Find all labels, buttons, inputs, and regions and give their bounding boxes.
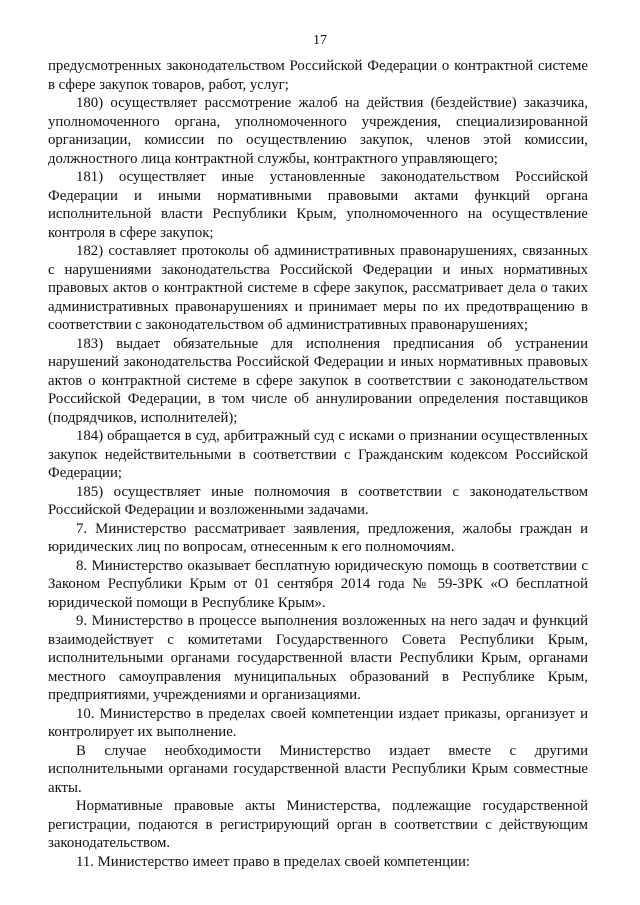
paragraph-item-183: 183) выдает обязательные для исполнения предписания об устранении нарушений законодательства Российской Федерации и иных нормативных правовых актов о контрактной системе в сфере закупок в соответствии с законодательством Российской Федерации, в том числе об аннулировании определения поставщиков (подрядчиков, исполнителей); [48,335,588,426]
paragraph-item-182: 182) составляет протоколы об административных правонарушениях, связанных с нарушениями законодательства Российской Федерации и иных нормативных правовых актов о контрактной системе в сфере закупок, рассматривает дела о таких административных правонарушениях и принимает меры по их предотвращению в соответствии с законодательством об административных правонарушениях; [48,243,588,333]
paragraph-section-11: 11. Министерство имеет право в пределах своей компетенции: [76,853,470,870]
paragraph-item-185: 185) осуществляет иные полномочия в соответствии с законодательством Российской Федерации и возложенными задачами. [48,483,588,518]
paragraph-section-9: 9. Министерство в процессе выполнения возложенных на него задач и функций взаимодействует с комитетами Государственного Совета Республики Крым, исполнительными органами государственной власти Республики Крым, органами местного самоуправления муниципальных образований в Республике Крым, предприятиями, учреждениями и организациями. [48,613,588,703]
paragraph-item-184: 184) обращается в суд, арбитражный суд с исками о признании осуществленных закупок недействительными в соответствии с Гражданским кодексом Российской Федерации; [48,428,588,481]
paragraph-item-181: 181) осуществляет иные установленные законодательством Российской Федерации и иными нормативными правовыми актами функций органа исполнительной власти Республики Крым, уполномоченного на осуществление контроля в сфере закупок; [48,169,588,241]
paragraph-section-10: 10. Министерство в пределах своей компетенции издает приказы, организует и контролирует их выполнение. [48,705,588,740]
paragraph-section-7: 7. Министерство рассматривает заявления, предложения, жалобы граждан и юридических лиц по вопросам, отнесенным к его полномочиям. [48,520,588,555]
paragraph-section-8: 8. Министерство оказывает бесплатную юридическую помощь в соответствии с Законом Республики Крым от 01 сентября 2014 года № 59-ЗРК «О бесплатной юридической помощи в Республике Крым». [48,557,588,611]
document-body [48,57,588,871]
page-number: 17 [313,33,327,48]
paragraph-joint-acts: В случае необходимости Министерство издает вместе с другими исполнительными органами государственной власти Республики Крым совместные акты. [48,742,588,796]
paragraph-continuation: предусмотренных законодательством Российской Федерации о контрактной системе в сфере закупок товаров, работ, услуг; [48,58,588,93]
paragraph-registration: Нормативные правовые акты Министерства, подлежащие государственной регистрации, подаются в регистрирующий орган в соответствии с действующим законодательством. [48,798,588,851]
paragraph-item-180: 180) осуществляет рассмотрение жалоб на действия (бездействие) заказчика, уполномоченного органа, уполномоченного учреждения, специализированной организации, комиссии по осуществлению закупок, членов этой комиссии, должностного лица контрактной службы, контрактного управляющего; [48,95,588,167]
